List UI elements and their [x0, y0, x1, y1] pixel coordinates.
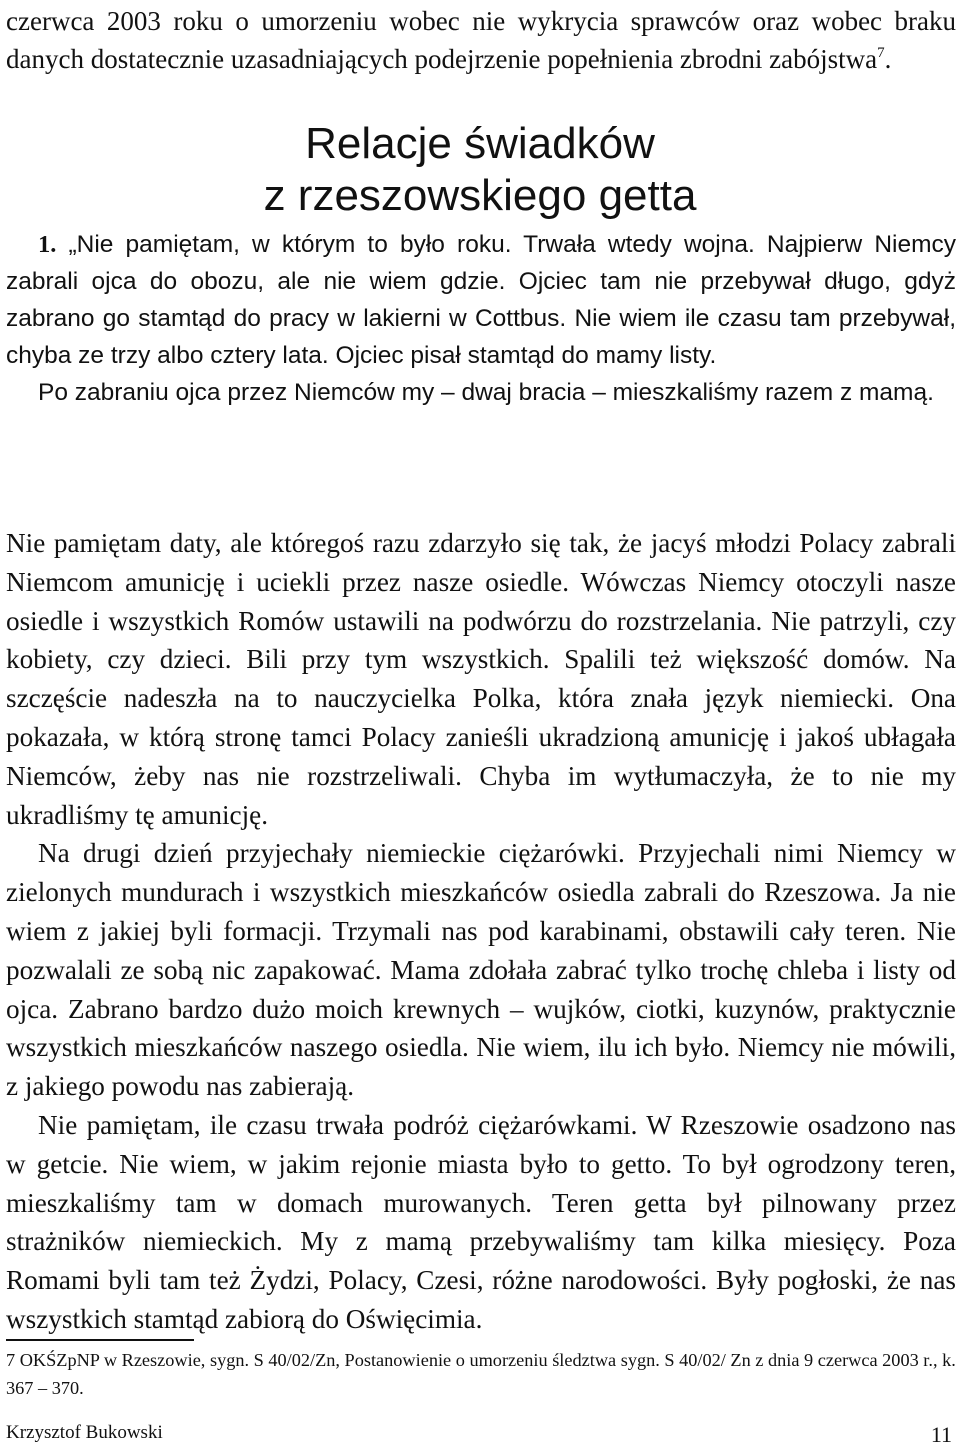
footer-author: Krzysztof Bukowski — [6, 1422, 163, 1443]
footnote-divider — [6, 1339, 194, 1341]
heading-line-2: z rzeszowskiego getta — [263, 171, 697, 220]
footnote-7: 7 OKŚZpNP w Rzeszowie, sygn. S 40/02/Zn, Postanowienie o umorzeniu śledztwa sygn. S 40/02/ Zn z dnia 9 czerwca 2003 r., k. 367 – 370. — [6, 1350, 956, 1398]
intro-end: . — [884, 44, 892, 74]
testimony-paragraph-2-continued: Nie pamiętam daty, ale któregoś razu zdarzyło się tak, że jacyś młodzi Polacy zabrali Niemcom amunicję i uciekli przez nasze osiedle. Wówczas Niemcy otoczyli nasze osiedle i wszystkich Romów ustawili na podwórzu do rozstrzelania. Nie patrzyli, czy kobiety, czy dzieci. Bili przy tym wszystkich. Spalili też większość domów. Na szczęście nadeszła na to nauczycielka Polka, która znała język niemiecki. Ona pokazała, w którą stronę tamci Polacy zanieśli ukradzioną amunicję i jakoś ubłagała Niemców, żeby nas nie rozstrzeliwali. Chyba im wytłumaczyła, że to nie my ukradliśmy tę amunicję. — [6, 528, 956, 830]
testimony-paragraph-3: Na drugi dzień przyjechały niemieckie ciężarówki. Przyjechali nimi Niemcy w zielonych mundurach i wszystkich mieszkańców osiedla zabrali do Rzeszowa. Ja nie wiem z jakiej byli formacji. Trzymali nas pod karabinami, obstawili cały teren. Nie pozwalali ze sobą nic zapakować. Mama zdołała zabrać tylko trochę chleba i listy od ojca. Zabrano bardzo dużo moich krewnych – wujków, ciotki, kuzynów, praktycznie wszystkich mieszkańców naszego osiedla. Nie wiem, ilu ich było. Niemcy nie mówili, z jakiego powodu nas zabierają. — [6, 838, 956, 1102]
testimony-paragraph-1-text: „Nie pamiętam, w którym to było roku. Trwała wtedy wojna. Najpierw Niemcy zabrali ojca do obozu, ale nie wiem gdzie. Ojciec tam nie przebywał długo, gdyż zabrano go stamtąd do pracy w lakierni w Cottbus. Nie wiem ile czasu tam przebywał, chyba ze trzy albo cztery lata. Ojciec pisał stamtąd do mamy listy. — [6, 231, 957, 369]
testimony-paragraph-4: Nie pamiętam, ile czasu trwała podróż ciężarówkami. W Rzeszowie osadzono nas w getcie. Nie wiem, w jakim rejonie miasta było to getto. To był ogrodzony teren, mieszkaliśmy tam w domach murowanych. Teren getta był pilnowany przez strażników niemieckich. My z mamą przebywaliśmy tam kilka miesięcy. Poza Romami byli tam też Żydzi, Polacy, Czesi, różne narodowości. Były pogłoski, że nas wszystkich stamtąd zabiorą do Oświęcimia. — [6, 1109, 956, 1334]
testimony-paragraph-1 — [6, 226, 956, 374]
footnotes — [6, 1346, 956, 1402]
footnote-reference: 7 — [877, 45, 885, 61]
testimony-serif-block — [6, 524, 956, 1339]
testimony-number: 1. — [38, 231, 57, 258]
testimony-sans-block — [6, 226, 956, 411]
heading-line-1: Relacje świadków — [305, 119, 655, 168]
section-heading — [0, 118, 960, 222]
page-number: 11 — [930, 1422, 952, 1447]
testimony-paragraph-2-start: Po zabraniu ojca przez Niemców my – dwaj bracia – mieszkaliśmy razem z mamą. — [38, 379, 934, 406]
intro-text: czerwca 2003 roku o umorzeniu wobec nie wykrycia sprawców oraz wobec braku danych dostatecznie uzasadniających podejrzenie popełnienia zbrodni zabójstwa — [6, 6, 956, 74]
intro-paragraph — [6, 2, 956, 78]
